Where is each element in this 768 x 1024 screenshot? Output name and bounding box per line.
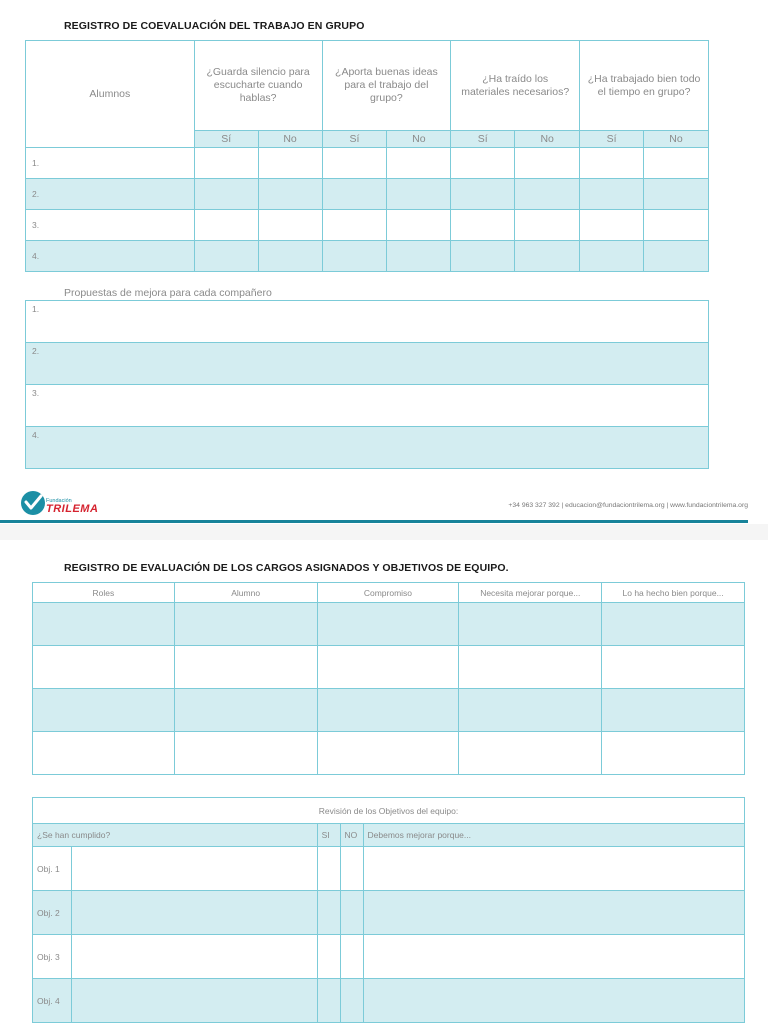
objective-label: Obj. 3: [33, 935, 72, 979]
logo-text: TRILEMA: [46, 503, 99, 515]
improve-cell[interactable]: [363, 891, 744, 935]
fulfilled-question: ¿Se han cumplido?: [33, 824, 318, 847]
improve-cell[interactable]: [459, 603, 602, 646]
answer-cell[interactable]: [515, 210, 580, 241]
commitment-column-header: Compromiso: [317, 583, 459, 603]
answer-cell[interactable]: [322, 241, 387, 272]
student-row-label[interactable]: 3.: [26, 210, 195, 241]
answer-cell[interactable]: [258, 179, 322, 210]
answer-cell[interactable]: [644, 210, 709, 241]
logo-mark-icon: [20, 490, 46, 516]
logo-small-text: Fundación: [46, 498, 72, 504]
answer-cell[interactable]: [387, 179, 451, 210]
needs-improve-column-header: Necesita mejorar porque...: [459, 583, 602, 603]
si-cell[interactable]: [317, 979, 340, 1023]
no-cell[interactable]: [340, 891, 363, 935]
footer: [0, 486, 768, 524]
question-header: ¿Aporta buenas ideas para el trabajo del grupo?: [322, 41, 451, 131]
roles-table: [32, 582, 745, 775]
si-cell[interactable]: [317, 847, 340, 891]
commitment-cell[interactable]: [317, 646, 459, 689]
student-row-label[interactable]: 4.: [26, 241, 195, 272]
well-cell[interactable]: [602, 732, 745, 775]
answer-cell[interactable]: [387, 241, 451, 272]
answer-cell[interactable]: [451, 210, 515, 241]
yes-header: Sí: [580, 131, 644, 148]
improve-cell[interactable]: [363, 979, 744, 1023]
answer-cell[interactable]: [194, 148, 258, 179]
roles-title: REGISTRO DE EVALUACIÓN DE LOS CARGOS ASIGNADOS Y OBJETIVOS DE EQUIPO.: [64, 562, 509, 574]
question-header: ¿Ha traído los materiales necesarios?: [451, 41, 580, 131]
improve-cell[interactable]: [363, 935, 744, 979]
coevaluation-table: [25, 40, 709, 272]
answer-cell[interactable]: [580, 148, 644, 179]
answer-cell[interactable]: [644, 241, 709, 272]
answer-cell[interactable]: [258, 241, 322, 272]
objective-label: Obj. 4: [33, 979, 72, 1023]
proposal-row[interactable]: 3.: [26, 385, 709, 427]
improve-cell[interactable]: [459, 689, 602, 732]
improve-cell[interactable]: [363, 847, 744, 891]
no-header: No: [258, 131, 322, 148]
no-header: NO: [340, 824, 363, 847]
answer-cell[interactable]: [451, 179, 515, 210]
answer-cell[interactable]: [387, 210, 451, 241]
student-row-label[interactable]: 2.: [26, 179, 195, 210]
si-header: SI: [317, 824, 340, 847]
si-cell[interactable]: [317, 935, 340, 979]
objective-label: Obj. 1: [33, 847, 72, 891]
objective-label: Obj. 2: [33, 891, 72, 935]
question-header: ¿Ha trabajado bien todo el tiempo en grupo?: [580, 41, 709, 131]
yes-header: Sí: [322, 131, 387, 148]
student-cell[interactable]: [174, 732, 317, 775]
answer-cell[interactable]: [194, 210, 258, 241]
student-cell[interactable]: [174, 603, 317, 646]
answer-cell[interactable]: [515, 179, 580, 210]
answer-cell[interactable]: [322, 179, 387, 210]
roles-column-header: Roles: [33, 583, 175, 603]
answer-cell[interactable]: [322, 210, 387, 241]
role-cell[interactable]: [33, 732, 175, 775]
answer-cell[interactable]: [322, 148, 387, 179]
role-cell[interactable]: [33, 689, 175, 732]
yes-header: Sí: [194, 131, 258, 148]
students-header: Alumnos: [26, 41, 195, 148]
no-header: No: [644, 131, 709, 148]
answer-cell[interactable]: [194, 241, 258, 272]
improve-cell[interactable]: [459, 732, 602, 775]
objective-text-cell[interactable]: [71, 891, 317, 935]
yes-header: Sí: [451, 131, 515, 148]
commitment-cell[interactable]: [317, 732, 459, 775]
did-well-column-header: Lo ha hecho bien porque...: [602, 583, 745, 603]
answer-cell[interactable]: [644, 179, 709, 210]
objective-text-cell[interactable]: [71, 847, 317, 891]
no-header: No: [515, 131, 580, 148]
answer-cell[interactable]: [387, 148, 451, 179]
objective-text-cell[interactable]: [71, 979, 317, 1023]
commitment-cell[interactable]: [317, 603, 459, 646]
answer-cell[interactable]: [515, 148, 580, 179]
answer-cell[interactable]: [451, 241, 515, 272]
proposals-table: [25, 300, 709, 469]
student-row-label[interactable]: 1.: [26, 148, 195, 179]
student-cell[interactable]: [174, 646, 317, 689]
objectives-caption: Revisión de los Objetivos del equipo:: [33, 798, 745, 824]
trilema-logo: [20, 490, 140, 516]
page-separator: [0, 524, 768, 540]
role-cell[interactable]: [33, 603, 175, 646]
no-header: No: [387, 131, 451, 148]
answer-cell[interactable]: [644, 148, 709, 179]
no-cell[interactable]: [340, 847, 363, 891]
objectives-table: [32, 797, 745, 1023]
student-column-header: Alumno: [174, 583, 317, 603]
role-cell[interactable]: [33, 646, 175, 689]
no-cell[interactable]: [340, 935, 363, 979]
answer-cell[interactable]: [515, 241, 580, 272]
objective-text-cell[interactable]: [71, 935, 317, 979]
proposals-label: Propuestas de mejora para cada compañero: [64, 287, 272, 299]
answer-cell[interactable]: [580, 210, 644, 241]
question-header: ¿Guarda silencio para escucharte cuando hablas?: [194, 41, 322, 131]
contact-info[interactable]: +34 963 327 392 | educacion@fundaciontrilema.org | www.fundaciontrilema.org: [508, 502, 748, 509]
coevaluation-title: REGISTRO DE COEVALUACIÓN DEL TRABAJO EN GRUPO: [64, 20, 365, 32]
student-cell[interactable]: [174, 689, 317, 732]
answer-cell[interactable]: [451, 148, 515, 179]
answer-cell[interactable]: [258, 210, 322, 241]
footer-rule: [0, 520, 748, 523]
improve-header: Debemos mejorar porque...: [363, 824, 744, 847]
well-cell[interactable]: [602, 646, 745, 689]
well-cell[interactable]: [602, 689, 745, 732]
si-cell[interactable]: [317, 891, 340, 935]
proposal-row[interactable]: 4.: [26, 427, 709, 469]
improve-cell[interactable]: [459, 646, 602, 689]
commitment-cell[interactable]: [317, 689, 459, 732]
answer-cell[interactable]: [580, 179, 644, 210]
answer-cell[interactable]: [258, 148, 322, 179]
answer-cell[interactable]: [194, 179, 258, 210]
answer-cell[interactable]: [580, 241, 644, 272]
well-cell[interactable]: [602, 603, 745, 646]
proposal-row[interactable]: 2.: [26, 343, 709, 385]
proposal-row[interactable]: 1.: [26, 301, 709, 343]
no-cell[interactable]: [340, 979, 363, 1023]
